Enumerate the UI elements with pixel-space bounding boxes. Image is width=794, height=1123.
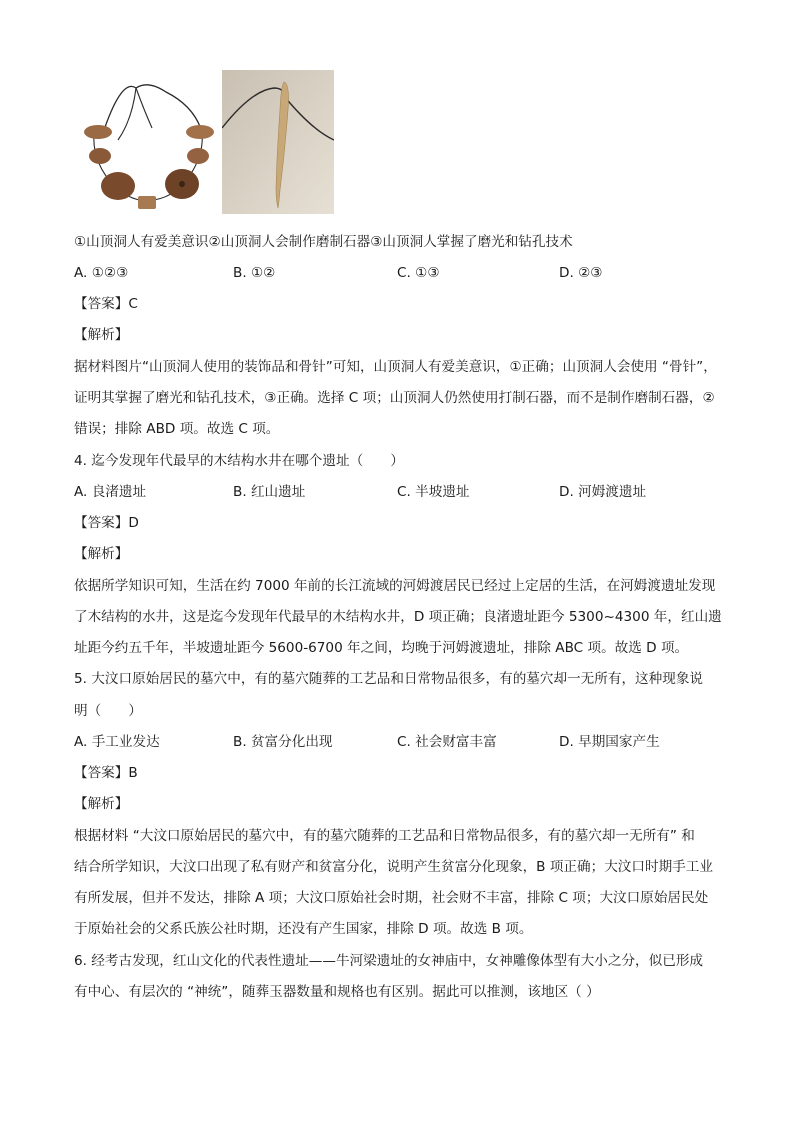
- q5-option-c: C. 社会财富丰富: [397, 734, 497, 750]
- q5-option-d: D. 早期国家产生: [559, 734, 660, 750]
- q3-statements: ①山顶洞人有爱美意识②山顶洞人会制作磨制石器③山顶洞人掌握了磨光和钻孔技术: [74, 234, 573, 250]
- q3-option-d: D. ②③: [559, 265, 603, 281]
- q3-answer: 【答案】C: [74, 296, 138, 312]
- q4-analysis-label: 【解析】: [74, 546, 129, 562]
- q4-option-b: B. 红山遗址: [233, 484, 306, 500]
- q5-stem-line: 5. 大汶口原始居民的墓穴中，有的墓穴随葬的工艺品和日常物品很多，有的墓穴却一无所有，这种现象说: [74, 671, 704, 687]
- q5-analysis-line: 有所发展，但并不发达，排除 A 项；大汶口原始社会时期，社会财不丰富，排除 C 项；大汶口原始居民处: [74, 890, 709, 906]
- q4-answer: 【答案】D: [74, 515, 139, 531]
- q5-answer: 【答案】B: [74, 765, 138, 781]
- q5-analysis-line: 结合所学知识，大汶口出现了私有财产和贫富分化，说明产生贫富分化现象，B 项正确；大汶口时期手工业: [74, 859, 713, 875]
- q3-analysis-label: 【解析】: [74, 327, 129, 343]
- bone-needle-image: [222, 70, 334, 214]
- q5-analysis-line: 于原始社会的父系氏族公社时期，还没有产生国家，排除 D 项。故选 B 项。: [74, 921, 533, 937]
- q3-option-c: C. ①③: [397, 265, 440, 281]
- q6-stem-line: 有中心、有层次的 “神统”，随葬玉器数量和规格也有区别。据此可以推测，该地区（ ）: [74, 984, 600, 1000]
- q4-analysis-line: 了木结构的水井，这是迄今发现年代最早的木结构水井，D 项正确；良渚遗址距今 5300~4300 年，红山遗: [74, 609, 722, 625]
- q5-analysis-label: 【解析】: [74, 796, 129, 812]
- q5-option-a: A. 手工业发达: [74, 734, 160, 750]
- q4-option-d: D. 河姆渡遗址: [559, 484, 647, 500]
- q3-analysis-line: 据材料图片“山顶洞人使用的装饰品和骨针”可知，山顶洞人有爱美意识，①正确；山顶洞人会使用 “骨针”，: [74, 359, 717, 375]
- q3-option-b: B. ①②: [233, 265, 276, 281]
- q3-option-a: A. ①②③: [74, 265, 129, 281]
- necklace-image: [74, 70, 220, 214]
- q3-analysis-line: 证明其掌握了磨光和钻孔技术，③正确。选择 C 项；山顶洞人仍然使用打制石器，而不是制作磨制石器，②: [74, 390, 715, 406]
- q6-stem-line: 6. 经考古发现，红山文化的代表性遗址——牛河梁遗址的女神庙中，女神雕像体型有大小之分，似已形成: [74, 953, 704, 969]
- q5-option-b: B. 贫富分化出现: [233, 734, 333, 750]
- q4-stem: 4. 迄今发现年代最早的木结构水井在哪个遗址（ ）: [74, 453, 404, 469]
- q4-analysis-line: 址距今约五千年，半坡遗址距今 5600-6700 年之间，均晚于河姆渡遗址，排除 ABC 项。故选 D 项。: [74, 640, 689, 656]
- q4-option-a: A. 良渚遗址: [74, 484, 147, 500]
- q5-stem-line: 明（ ）: [74, 703, 142, 719]
- q5-analysis-line: 根据材料 “大汶口原始居民的墓穴中，有的墓穴随葬的工艺品和日常物品很多，有的墓穴却一无所有” 和: [74, 828, 695, 844]
- q4-analysis-line: 依据所学知识可知，生活在约 7000 年前的长江流域的河姆渡居民已经过上定居的生活，在河姆渡遗址发现: [74, 578, 716, 594]
- q3-analysis-line: 错误；排除 ABD 项。故选 C 项。: [74, 421, 280, 437]
- q4-option-c: C. 半坡遗址: [397, 484, 470, 500]
